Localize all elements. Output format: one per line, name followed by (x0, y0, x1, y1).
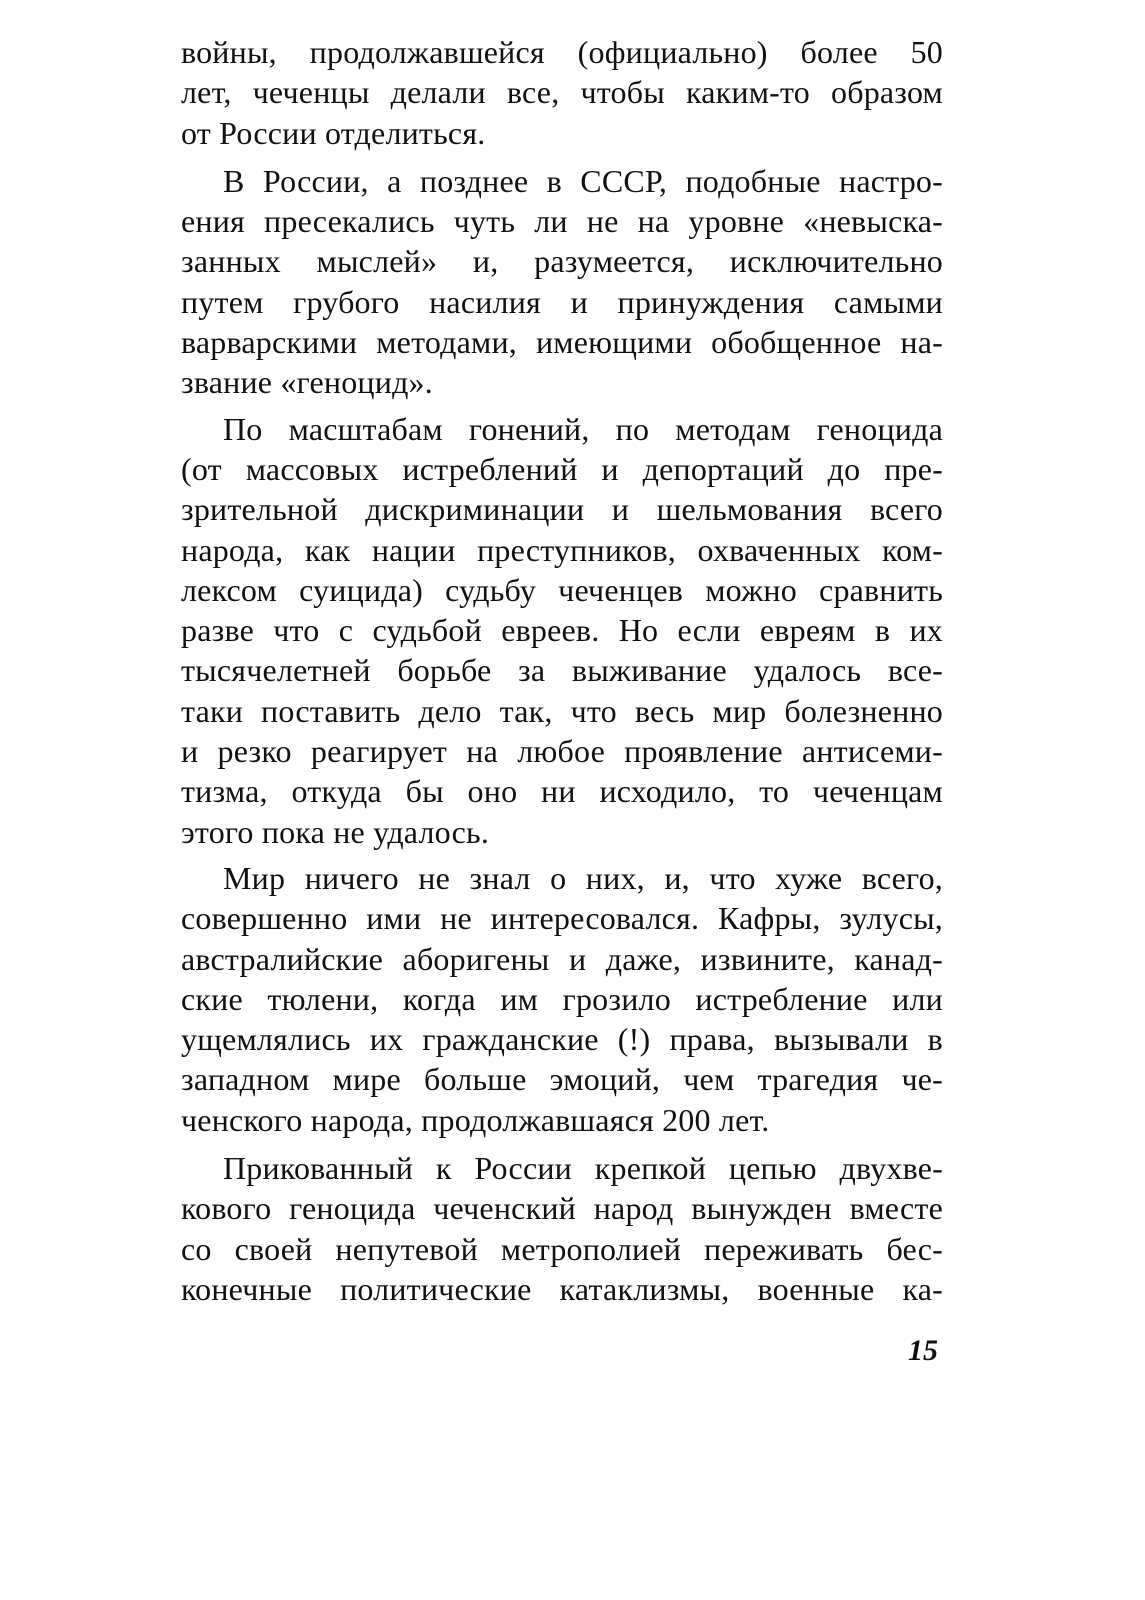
text-line: лексом суицида) судьбу чеченцев можно сравнить (181, 571, 943, 608)
text-line: тысячелетней борьбе за выживание удалось все- (181, 652, 943, 689)
page-number: 15 (908, 1334, 938, 1367)
text-line: и резко реагирует на любое проявление антисеми- (181, 733, 943, 770)
text-line: кового геноцида чеченский народ вынужден вместе (181, 1190, 943, 1227)
paragraph (181, 858, 943, 1140)
text-line: путем грубого насилия и принуждения самыми (181, 283, 943, 320)
text-line: от России отделиться. (181, 114, 486, 151)
paragraph (181, 161, 943, 403)
text-line: занных мыслей» и, разумеется, исключительно (181, 243, 943, 280)
text-line: В России, а позднее в СССР, подобные настро- (223, 162, 943, 199)
page-body (181, 32, 943, 1309)
text-line: войны, продолжавшейся (официально) более 50 (181, 34, 943, 70)
text-line: Мир ничего не знал о них, и, что хуже всего, (223, 859, 943, 896)
text-line: (от массовых истреблений и депортаций до пре- (181, 450, 943, 487)
text-line: звание «геноцид». (181, 364, 433, 401)
text-line: австралийские аборигены и даже, извините, канад- (181, 940, 943, 977)
text-line: лет, чеченцы делали все, чтобы каким-то образом (181, 74, 943, 111)
paragraph (181, 32, 943, 153)
text-line: ские тюлени, когда им грозило истребление или (181, 980, 943, 1017)
text-line: тизма, откуда бы оно ни исходило, то чеченцам (181, 773, 943, 810)
text-line: ения пресекались чуть ли не на уровне «невыска- (181, 203, 943, 240)
text-line: совершенно ими не интересовался. Кафры, зулусы, (181, 900, 943, 937)
paragraph (181, 1148, 943, 1309)
text-line: зрительной дискриминации и шельмования всего (181, 491, 943, 528)
text-line: По масштабам гонений, по методам геноцида (223, 410, 943, 447)
paragraph (181, 409, 943, 852)
text-line: Прикованный к России крепкой цепью двухве- (223, 1150, 943, 1187)
text-line: народа, как нации преступников, охваченных ком- (181, 531, 943, 568)
text-line: западном мире больше эмоций, чем трагедия че- (181, 1061, 943, 1098)
text-line: со своей непутевой метрополией переживать бес- (181, 1230, 943, 1267)
text-line: ущемлялись их гражданские (!) права, вызывали в (181, 1021, 943, 1058)
text-line: ченского народа, продолжавшаяся 200 лет. (181, 1101, 770, 1138)
text-line: разве что с судьбой евреев. Но если евреям в их (181, 612, 943, 649)
text-line: таки поставить дело так, что весь мир болезненно (181, 692, 943, 729)
text-line: варварскими методами, имеющими обобщенное на- (181, 324, 943, 361)
text-line: этого пока не удалось. (181, 813, 490, 850)
text-line: конечные политические катаклизмы, военные ка- (181, 1270, 943, 1307)
